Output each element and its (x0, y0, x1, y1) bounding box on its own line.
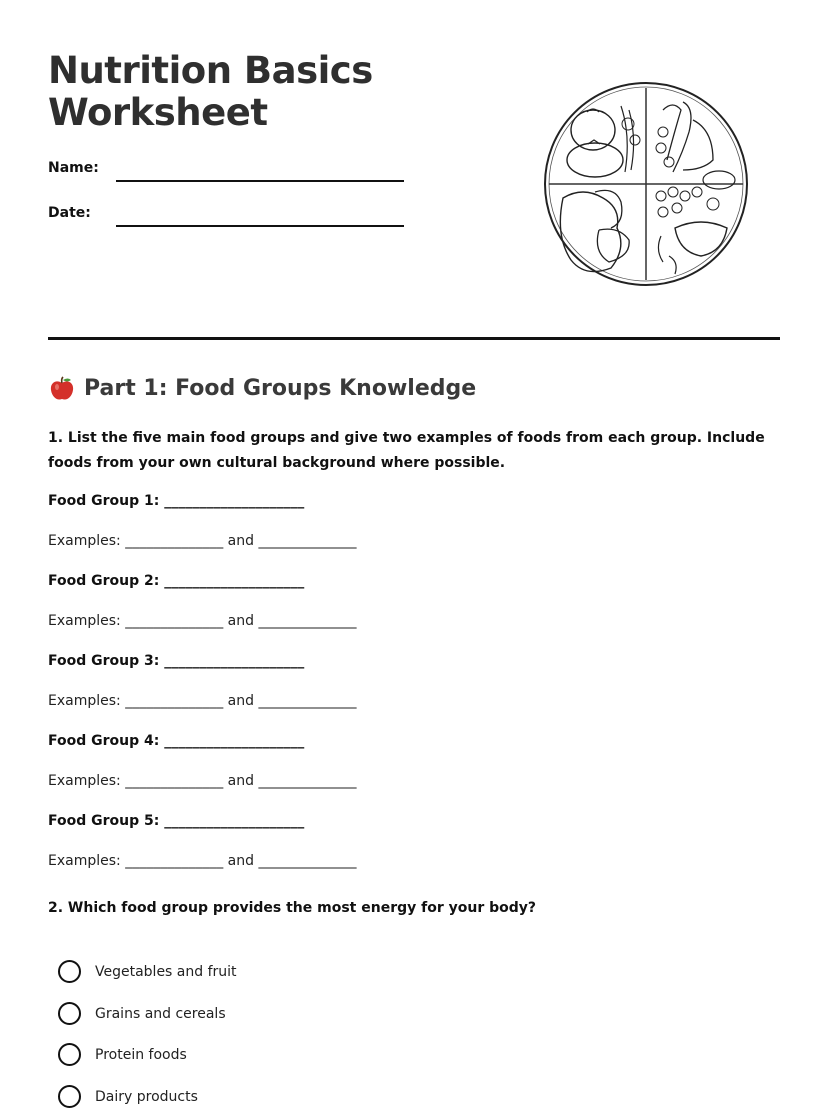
worksheet-title (48, 50, 468, 134)
question-2: 2. Which food group provides the most energy for your body? (48, 900, 537, 916)
food-group-5-examples[interactable]: Examples: ______________ and ______________ (48, 853, 357, 869)
food-group-5-field[interactable]: Food Group 5: ____________________ (48, 813, 305, 829)
date-label: Date: (48, 205, 91, 221)
food-group-4-examples[interactable]: Examples: ______________ and ______________ (48, 773, 357, 789)
section-divider (48, 337, 780, 340)
date-field[interactable] (116, 225, 404, 227)
option-dairy-products[interactable] (58, 1085, 198, 1108)
question-1: 1. List the five main food groups and give two examples of foods from each group. Include foods from your own cultural background where possible. (48, 430, 765, 471)
part1-title: Part 1: Food Groups Knowledge (84, 375, 477, 401)
radio-button[interactable] (58, 1043, 81, 1066)
plate-food-groups-icon (543, 80, 749, 288)
food-group-2-examples[interactable]: Examples: ______________ and ______________ (48, 613, 357, 629)
option-grains-cereals[interactable] (58, 1002, 226, 1025)
food-group-1-field[interactable]: Food Group 1: ____________________ (48, 493, 305, 509)
radio-button[interactable] (58, 1002, 81, 1025)
food-group-3-examples[interactable]: Examples: ______________ and ______________ (48, 693, 357, 709)
food-group-4-field[interactable]: Food Group 4: ____________________ (48, 733, 305, 749)
food-group-1-examples[interactable]: Examples: ______________ and ______________ (48, 533, 357, 549)
title-line-2: Worksheet (48, 91, 268, 134)
option-label: Vegetables and fruit (95, 963, 237, 980)
title-line-1: Nutrition Basics (48, 49, 373, 92)
radio-button[interactable] (58, 1085, 81, 1108)
option-label: Grains and cereals (95, 1005, 226, 1022)
part1-heading (48, 374, 476, 402)
option-label: Dairy products (95, 1088, 198, 1105)
option-vegetables-fruit[interactable] (58, 960, 237, 983)
apple-icon (48, 374, 76, 402)
food-group-2-field[interactable]: Food Group 2: ____________________ (48, 573, 305, 589)
food-group-3-field[interactable]: Food Group 3: ____________________ (48, 653, 305, 669)
option-protein-foods[interactable] (58, 1043, 187, 1066)
radio-button[interactable] (58, 960, 81, 983)
name-field[interactable] (116, 180, 404, 182)
option-label: Protein foods (95, 1046, 187, 1063)
name-label: Name: (48, 160, 99, 176)
